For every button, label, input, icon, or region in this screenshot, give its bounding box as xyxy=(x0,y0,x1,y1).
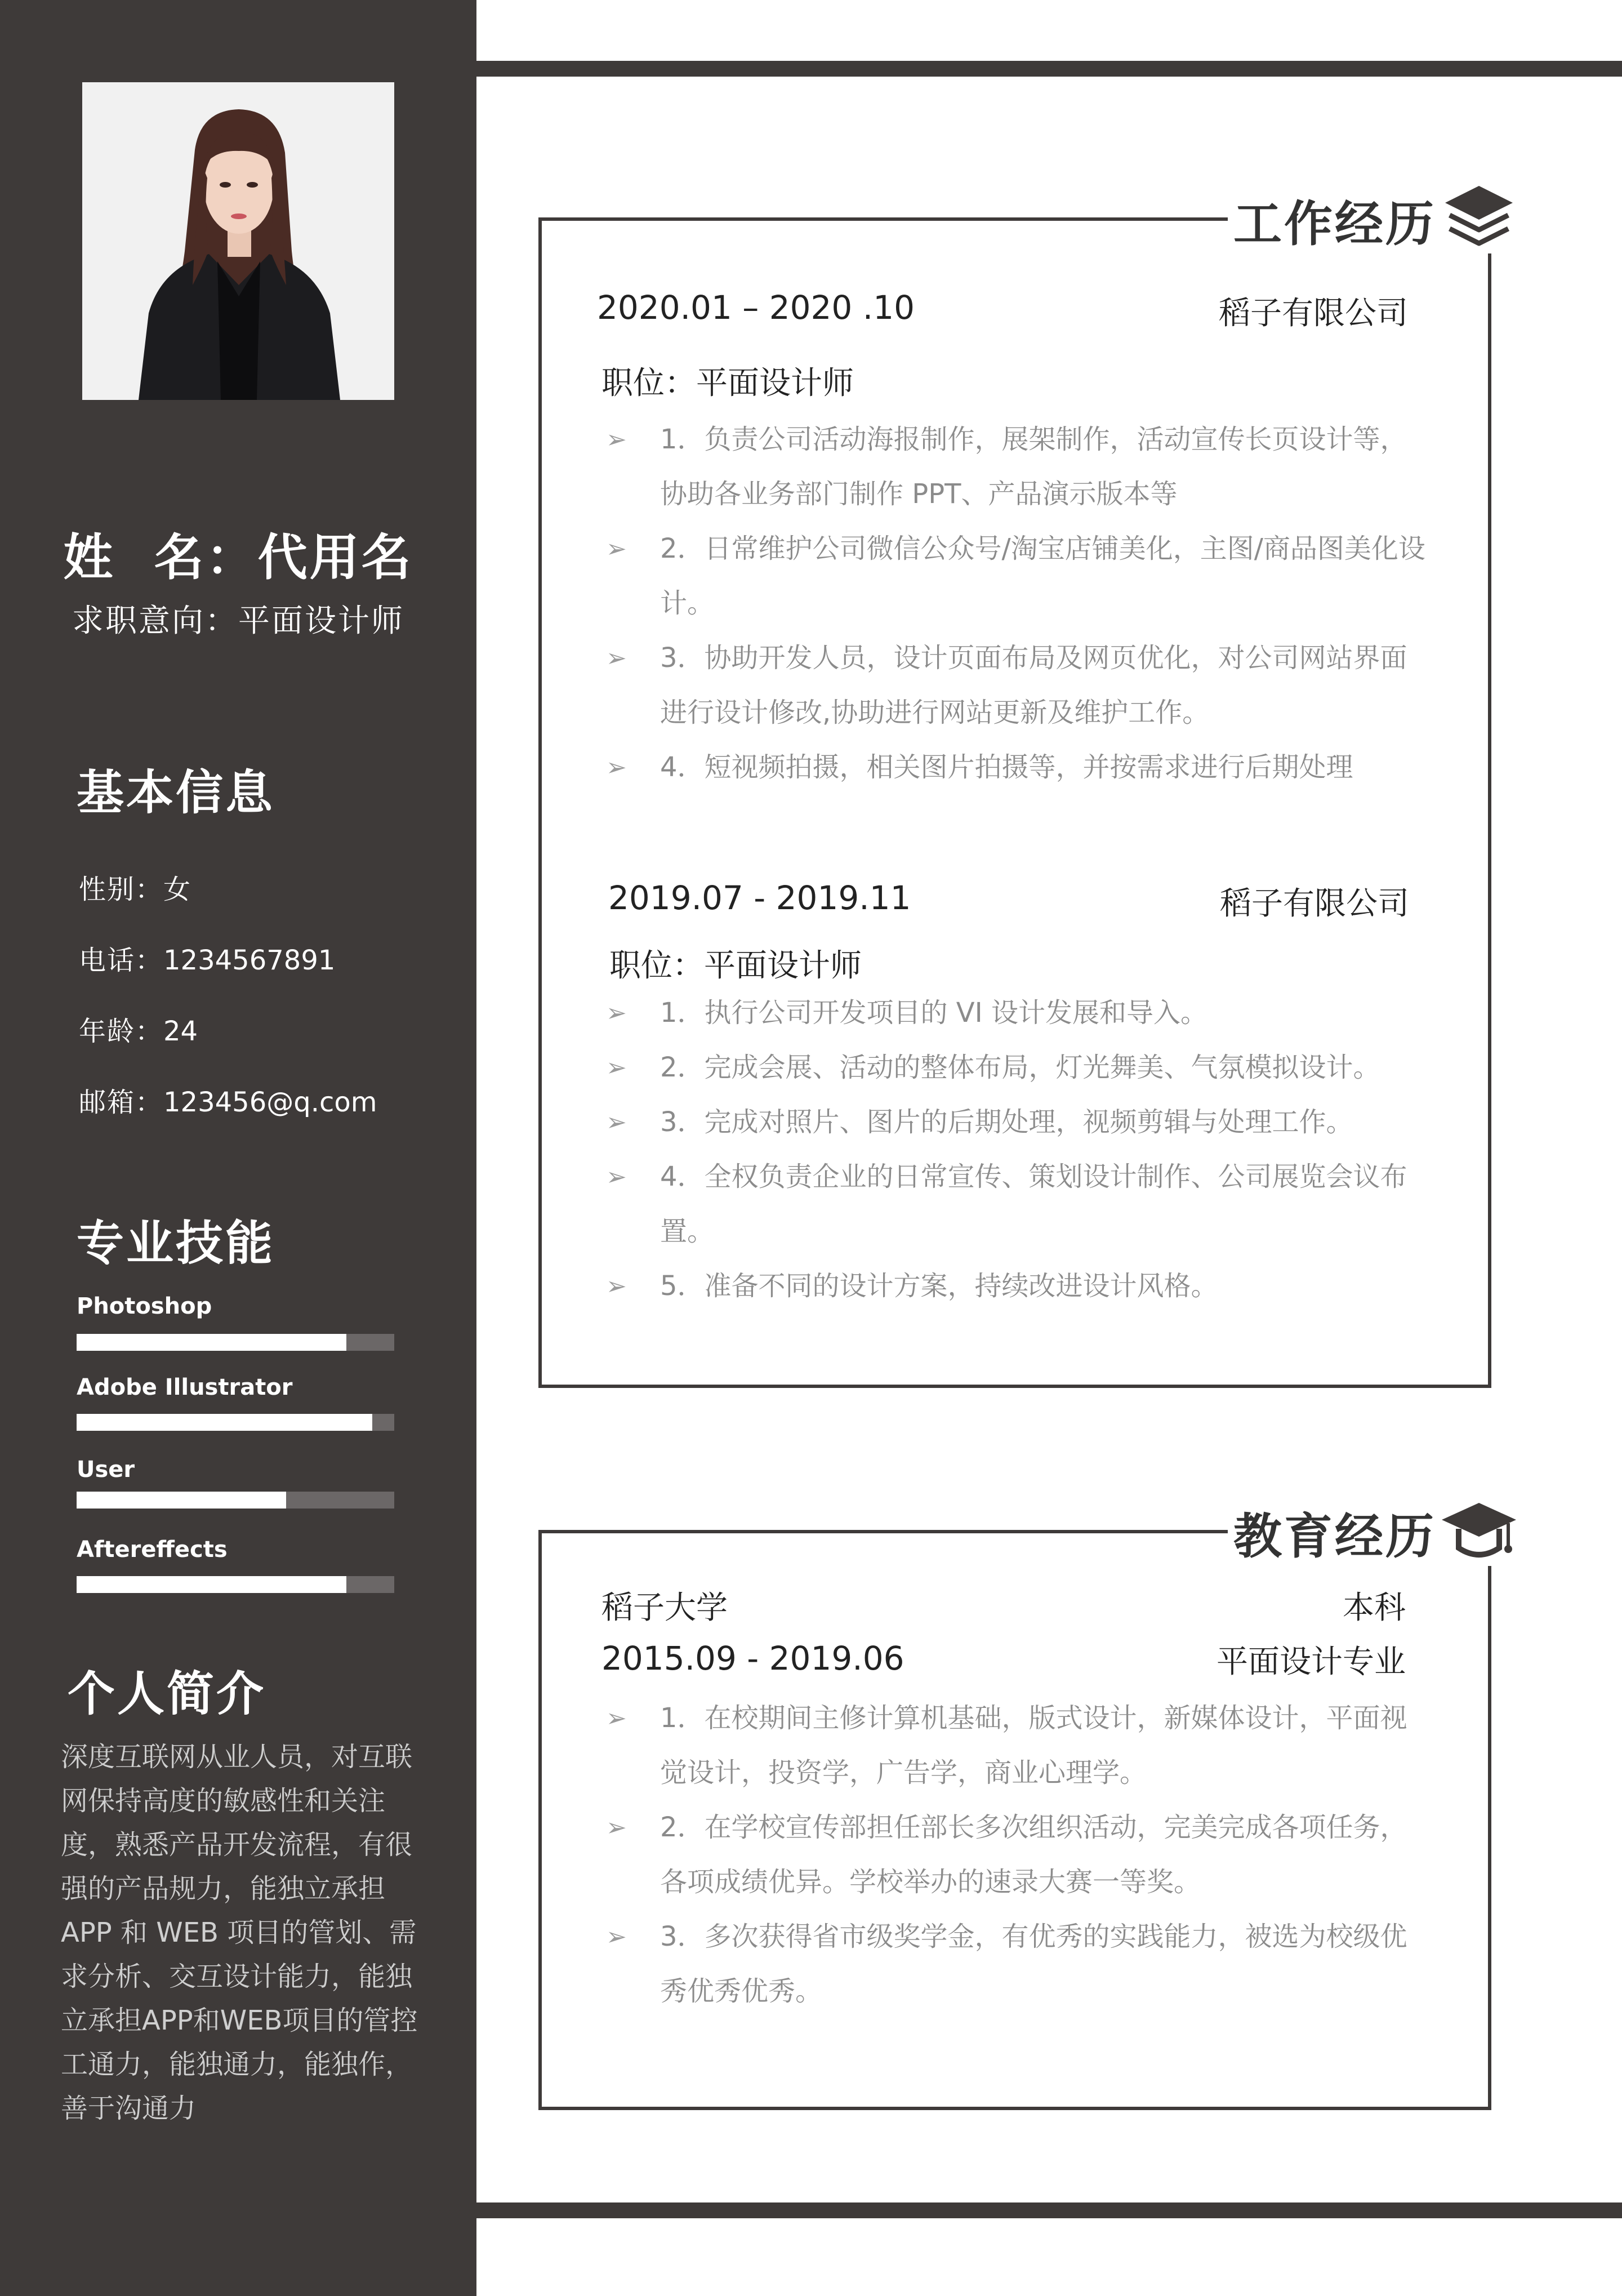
education-section-header xyxy=(1228,1498,1524,1566)
bullet-arrow-icon: ➢ xyxy=(606,1163,627,1191)
profile-heading: 个人简介 xyxy=(68,1666,266,1721)
info-label: 电话： xyxy=(79,945,164,976)
info-age xyxy=(79,1009,198,1048)
bullet-arrow-icon: ➢ xyxy=(606,1272,627,1301)
bullet-arrow-icon: ➢ xyxy=(606,1813,627,1842)
info-value: 123456@q.com xyxy=(163,1087,377,1118)
education-degree: 本科 xyxy=(1343,1590,1406,1626)
education-section-title: 教育经历 xyxy=(1233,1509,1436,1565)
skill-bar-fill xyxy=(77,1414,372,1431)
bottom-divider-bar xyxy=(476,2202,1622,2218)
candidate-name: 姓 名：代用名 xyxy=(63,528,413,586)
skill-bar xyxy=(77,1576,394,1593)
education-school: 稻子大学 xyxy=(601,1590,728,1626)
bullet-arrow-icon: ➢ xyxy=(606,644,627,673)
layers-icon xyxy=(1440,180,1518,259)
work-entry-date: 2019.07 - 2019.11 xyxy=(608,879,911,917)
bullet-arrow-icon: ➢ xyxy=(606,999,627,1027)
job-intention: 求职意向：平面设计师 xyxy=(72,603,404,639)
list-item: ➢ 2．完成会展、活动的整体布局，灯光舞美、气氛模拟设计。 xyxy=(606,1040,1428,1095)
graduation-cap-icon xyxy=(1440,1493,1518,1572)
bullet-arrow-icon: ➢ xyxy=(606,1704,627,1733)
skill-name: Aftereffects xyxy=(77,1537,228,1563)
work-entry-company: 稻子有限公司 xyxy=(1220,886,1409,922)
work-entry-duties xyxy=(606,986,1428,1314)
top-divider-bar xyxy=(476,61,1622,77)
list-item: ➢ 2．在学校宣传部担任部长多次组织活动，完美完成各项任务，各项成绩优异。学校举办的速录大赛一等奖。 xyxy=(606,1800,1428,1910)
info-phone xyxy=(79,938,335,977)
list-item: ➢ 2．日常维护公司微信公众号/淘宝店铺美化，主图/商品图美化设计。 xyxy=(606,522,1428,631)
list-item: ➢ 3．协助开发人员，设计页面布局及网页优化，对公司网站界面进行设计修改,协助进行网站更新及维护工作。 xyxy=(606,631,1428,740)
bullet-arrow-icon: ➢ xyxy=(606,425,627,454)
sidebar xyxy=(0,0,476,2296)
list-item: ➢ 1．负责公司活动海报制作，展架制作，活动宣传长页设计等，协助各业务部门制作 PPT、产品演示版本等 xyxy=(606,412,1428,522)
profile-photo xyxy=(82,82,394,400)
info-value: 1234567891 xyxy=(163,945,336,976)
work-section-title: 工作经历 xyxy=(1233,196,1436,252)
work-entry-role: 职位：平面设计师 xyxy=(609,947,862,984)
skills-heading: 专业技能 xyxy=(77,1216,275,1271)
info-value: 女 xyxy=(163,874,191,905)
list-item: ➢ 5．准备不同的设计方案，持续改进设计风格。 xyxy=(606,1259,1428,1314)
profile-text: 深度互联网从业人员，对互联网保持高度的敏感性和关注度，熟悉产品开发流程，有很强的产品规力，能独立承担APP 和 WEB 项目的管划、需求分析、交互设计能力，能独立承担APP和WEB项目的管控工通力，能独通力，能独作，善于沟通力 xyxy=(61,1741,418,2124)
work-section-header xyxy=(1228,186,1524,253)
info-gender xyxy=(79,867,190,906)
bullet-arrow-icon: ➢ xyxy=(606,1923,627,1951)
list-item: ➢ 1．在校期间主修计算机基础，版式设计，新媒体设计，平面视觉设计，投资学，广告学，商业心理学。 xyxy=(606,1691,1428,1800)
skill-bar-fill xyxy=(77,1576,346,1593)
skill-name: User xyxy=(77,1457,135,1483)
work-entry-role: 职位：平面设计师 xyxy=(601,365,854,402)
education-major: 平面设计专业 xyxy=(1216,1644,1406,1680)
work-entry-company: 稻子有限公司 xyxy=(1219,295,1408,332)
info-label: 性别： xyxy=(79,874,164,905)
bullet-arrow-icon: ➢ xyxy=(606,1053,627,1082)
work-entry-date: 2020.01 – 2020 .10 xyxy=(597,288,915,327)
list-item: ➢ 3．多次获得省市级奖学金，有优秀的实践能力，被选为校级优秀优秀优秀。 xyxy=(606,1910,1428,2019)
list-item: ➢ 1．执行公司开发项目的 VI 设计发展和导入。 xyxy=(606,986,1428,1040)
skill-bar xyxy=(77,1492,394,1509)
bullet-arrow-icon: ➢ xyxy=(606,535,627,563)
skill-name: Photoshop xyxy=(77,1293,212,1319)
skill-bar-fill xyxy=(77,1334,346,1351)
list-item: ➢ 4．全权负责企业的日常宣传、策划设计制作、公司展览会议布置。 xyxy=(606,1150,1428,1259)
education-highlights xyxy=(606,1691,1428,2019)
info-email xyxy=(79,1080,377,1119)
skill-bar-fill xyxy=(77,1492,286,1509)
bullet-arrow-icon: ➢ xyxy=(606,1108,627,1137)
info-label: 邮箱： xyxy=(79,1087,164,1118)
skill-bar xyxy=(77,1414,394,1431)
skill-name: Adobe Illustrator xyxy=(77,1374,293,1400)
list-item: ➢ 3．完成对照片、图片的后期处理，视频剪辑与处理工作。 xyxy=(606,1095,1428,1150)
list-item: ➢ 4．短视频拍摄，相关图片拍摄等，并按需求进行后期处理 xyxy=(606,740,1428,795)
bullet-arrow-icon: ➢ xyxy=(606,753,627,782)
education-date: 2015.09 - 2019.06 xyxy=(601,1639,904,1677)
work-entry-duties xyxy=(606,412,1428,795)
info-label: 年龄： xyxy=(79,1016,164,1047)
info-value: 24 xyxy=(163,1016,198,1047)
basic-info-heading: 基本信息 xyxy=(77,765,275,820)
skill-bar xyxy=(77,1334,394,1351)
